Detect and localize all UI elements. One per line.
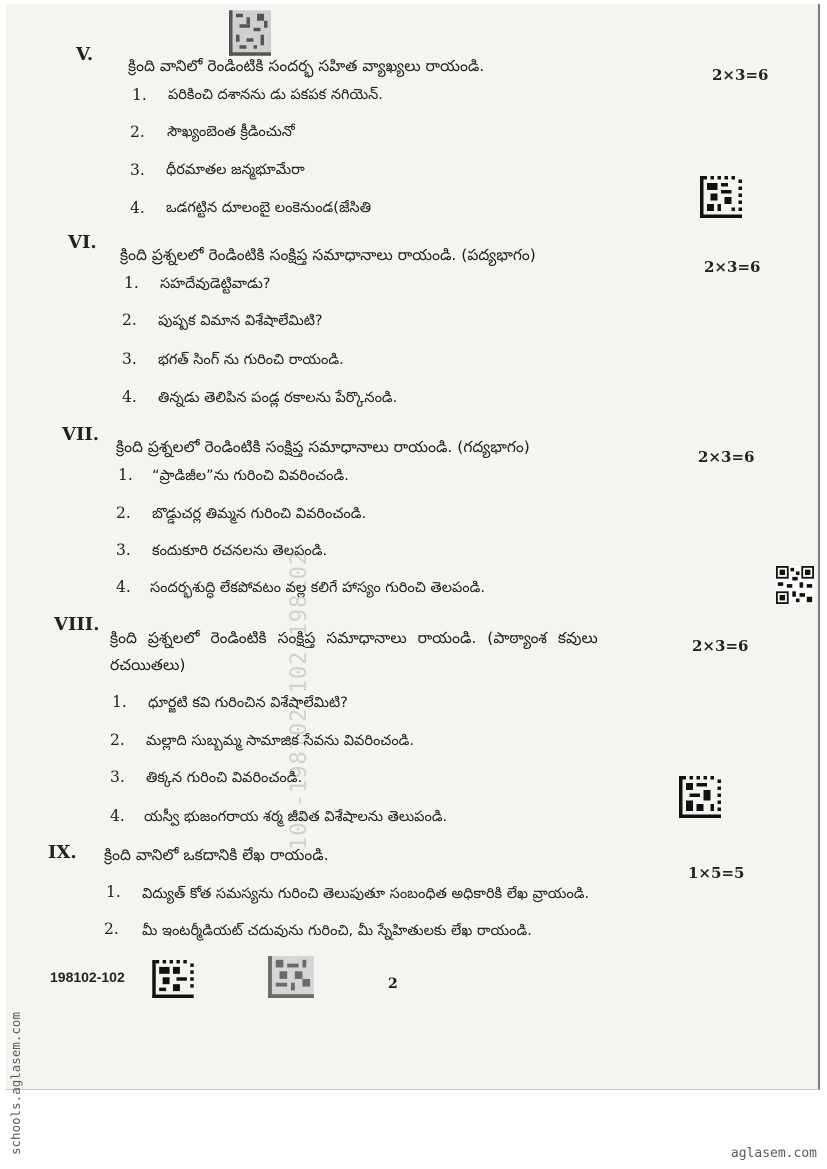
question-item: సౌఖ్యంబెంత క్రీడించునో <box>167 124 295 140</box>
question-item: ధూర్జటి కవి గురించిన విశేషాలేమిటి? <box>148 695 348 711</box>
section-roman-vii: VII. <box>62 424 100 445</box>
item-number: 4. <box>130 199 145 217</box>
item-number: 3. <box>116 541 131 559</box>
item-number: 4. <box>116 578 131 596</box>
section-roman-viii: VIII. <box>54 614 100 635</box>
section-ix-instruction: క్రింది వానిలో ఒకదానికి లేఖ రాయండి. <box>104 846 329 864</box>
item-number: 2. <box>130 123 145 141</box>
question-item: ఒడగట్టిన దూలంబై లంకెనుండ(జేసితి <box>166 200 372 216</box>
datamatrix-code-top <box>229 10 271 56</box>
site-watermark-vertical: schools.aglasem.com <box>8 1012 23 1155</box>
section-roman-vi: VI. <box>68 232 97 253</box>
question-item: పుష్పక విమాన విశేషాలేమిటి? <box>158 313 323 329</box>
datamatrix-code <box>678 776 722 818</box>
item-number: 3. <box>130 161 145 179</box>
section-viii-marks: 2×3=6 <box>692 637 749 655</box>
question-item: తిన్నడు తెలిపిన పండ్ల రకాలను పేర్కొనండి. <box>158 390 398 406</box>
question-item: బొడ్డుచర్ల తిమ్మన గురించి వివరించండి. <box>152 506 367 522</box>
question-item: సందర్భశుద్ధి లేకపోవటం వల్ల కలిగే హాస్యం గురించి తెలపండి. <box>150 580 485 596</box>
section-roman-ix: IX. <box>48 842 77 863</box>
section-viii-instruction-cont: రచయితలు) <box>110 656 186 674</box>
question-item: ధీరమాతల జన్మభూమేరా <box>166 162 305 178</box>
section-vi-marks: 2×3=6 <box>704 258 761 276</box>
item-number: 1. <box>118 466 133 484</box>
question-item: కందుకూరి రచనలను తెలపండి. <box>152 543 328 559</box>
section-vi-instruction: క్రింది ప్రశ్నలలో రెండింటికి సంక్షిప్త సమాధానాలు రాయండి. (పద్యభాగం) <box>120 246 536 264</box>
item-number: 1. <box>132 86 147 104</box>
item-number: 2. <box>116 504 131 522</box>
item-number: 3. <box>122 350 137 368</box>
question-item: మల్లాది సుబ్బమ్మ సామాజిక సేవను వివరించండి. <box>146 733 415 749</box>
site-watermark-bottom: aglasem.com <box>730 1146 817 1161</box>
page-number: 2 <box>388 976 398 992</box>
section-v-marks: 2×3=6 <box>712 66 769 84</box>
question-item: విద్యుత్ కోత సమస్యను గురించి తెలుపుతూ సంబంధిత అధికారికి లేఖ వ్రాయండి. <box>142 886 590 902</box>
question-item: సహదేవుడెట్టివాడు? <box>160 276 271 292</box>
item-number: 3. <box>110 768 125 786</box>
item-number: 4. <box>122 388 137 406</box>
qr-code <box>776 566 814 604</box>
question-item: పరికించి దశానను డు పకపక నగియెన్. <box>168 87 383 103</box>
datamatrix-code <box>699 176 743 218</box>
paper-code: 198102-102 <box>50 969 125 985</box>
section-vii-instruction: క్రింది ప్రశ్నలలో రెండింటికి సంక్షిప్త సమాధానాలు రాయండి. (గద్యభాగం) <box>116 438 530 456</box>
section-roman-v: V. <box>76 44 94 65</box>
datamatrix-code-footer-faint <box>268 956 314 998</box>
item-number: 1. <box>124 274 139 292</box>
item-number: 1. <box>112 693 127 711</box>
item-number: 2. <box>122 311 137 329</box>
section-vii-marks: 2×3=6 <box>698 448 755 466</box>
serial-watermark: 102-198102-102-198102 <box>287 550 312 850</box>
question-item: మీ ఇంటర్మీడియట్ చదువును గురించి, మీ స్నేహితులకు లేఖ రాయండి. <box>142 923 532 939</box>
datamatrix-code-footer <box>152 960 194 998</box>
section-ix-marks: 1×5=5 <box>688 864 745 882</box>
question-item: తిక్కన గురించి వివరించండి. <box>146 770 303 786</box>
item-number: 1. <box>106 883 121 901</box>
item-number: 2. <box>110 731 125 749</box>
question-item: “ప్రాడిజీల”ను గురించి వివరించండి. <box>152 468 349 484</box>
section-viii-instruction: క్రింది ప్రశ్నలలో రెండింటికి సంక్షిప్త సమాధానాలు రాయండి. (పాఠ్యాంశ కవులు <box>110 629 598 647</box>
question-item: భగత్ సింగ్ ను గురించి రాయండి. <box>158 352 344 368</box>
question-item: యస్వీ భుజంగరాయ శర్మ జీవిత విశేషాలను తెలుపండి. <box>144 809 448 825</box>
item-number: 2. <box>104 920 119 938</box>
item-number: 4. <box>110 807 125 825</box>
section-v-instruction: క్రింది వానిలో రెండింటికి సందర్భ సహిత వ్యాఖ్యలు రాయండి. <box>128 57 485 75</box>
